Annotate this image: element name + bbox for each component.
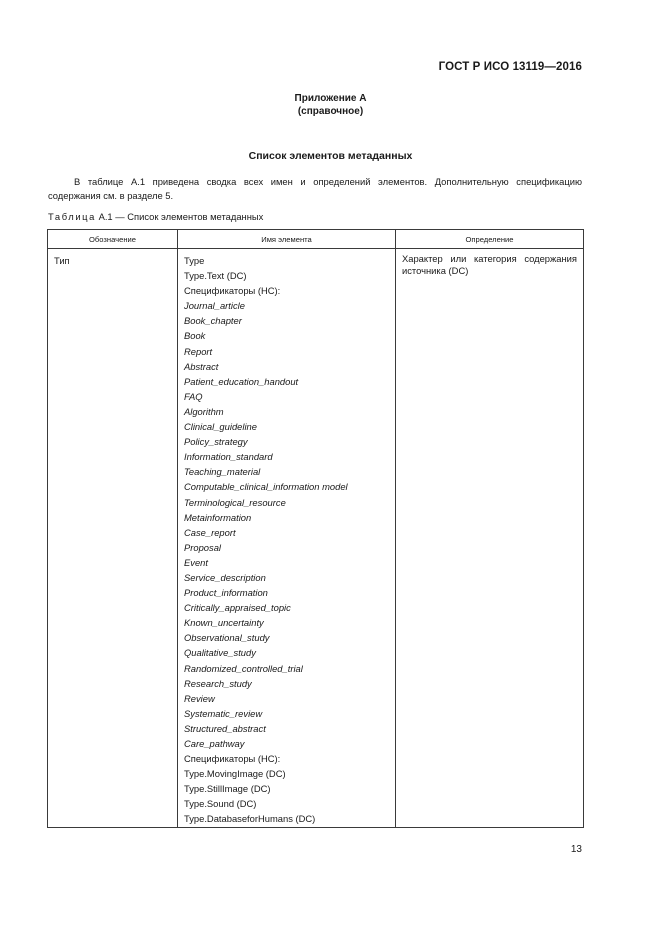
element-name-item: Book [184,330,206,342]
element-name-item: Abstract [184,360,219,372]
header-element-name: Имя элемента [178,230,396,249]
element-name-item: Known_uncertainty [184,617,264,629]
element-name-item: Service_description [184,571,266,583]
element-name-item: Critically_appraised_topic [184,602,291,614]
element-name-item: Information_standard [184,451,273,463]
metadata-table [47,229,584,828]
table-caption-label: Таблица [48,211,96,222]
definition-cell: Характер или категория содержания источника (DC) [396,249,584,828]
element-name-item: Clinical_guideline [184,421,257,433]
header-definition: Определение [396,230,584,249]
header-designation: Обозначение [48,230,178,249]
table-caption-text: А.1 — Список элементов метаданных [98,211,264,222]
element-name-item: Type.Sound (DC) [184,798,257,810]
element-name-item: Type [184,255,205,266]
element-name-item: Product_information [184,587,268,599]
element-name-item: Terminological_resource [184,496,286,508]
annex-heading [0,92,661,118]
section-title: Список элементов метаданных [248,150,413,162]
element-name-item: Computable_clinical_information model [184,481,348,493]
element-name-item: Journal_article [184,300,245,312]
element-name-item: Report [184,345,213,357]
element-name-item: Algorithm [184,405,224,417]
element-name-item: Metainformation [184,511,252,523]
page-number: 13 [570,844,582,855]
element-name-item: Systematic_review [184,707,263,719]
element-name-item: Type.DatabaseforHumans (DC) [184,813,316,825]
element-name-item: Care_pathway [184,738,245,749]
standard-identifier: ГОСТ Р ИСО 13119—2016 [438,61,582,73]
element-name-item: Policy_strategy [184,436,248,448]
element-name-list [184,253,389,827]
element-name-item: Type.Text (DC) [184,270,247,282]
element-name-item: FAQ [184,390,203,402]
element-name-item: Teaching_material [184,466,261,478]
element-name-item: Review [184,692,215,704]
annex-type: (справочное) [297,106,364,117]
element-name-item: Event [184,556,208,568]
table-row [48,249,584,828]
element-name-item: Type.MovingImage (DC) [184,768,286,780]
element-name-item: Qualitative_study [184,647,256,659]
element-name-item: Observational_study [184,632,270,644]
element-name-item: Спецификаторы (HC): [184,753,281,765]
element-name-item: Type.StillImage (DC) [184,783,271,795]
annex-title: Приложение А [294,93,367,104]
element-name-item: Case_report [184,526,236,538]
element-name-item: Randomized_controlled_trial [184,662,303,674]
element-name-item: Спецификаторы (HC): [184,285,281,297]
table-header-row [48,230,584,249]
element-name-item: Research_study [184,677,252,689]
element-name-item: Book_chapter [184,315,242,327]
element-name-item: Structured_abstract [184,722,266,734]
element-name-item: Patient_education_handout [184,375,299,387]
element-names-cell [178,249,396,828]
designation-cell: Тип [48,249,178,828]
intro-paragraph: В таблице А.1 приведена сводка всех имен и определений элементов. Дополнительную спецификацию содержания см. в разделе 5. [48,176,582,201]
table-caption [48,211,263,222]
element-name-item: Proposal [184,541,222,553]
